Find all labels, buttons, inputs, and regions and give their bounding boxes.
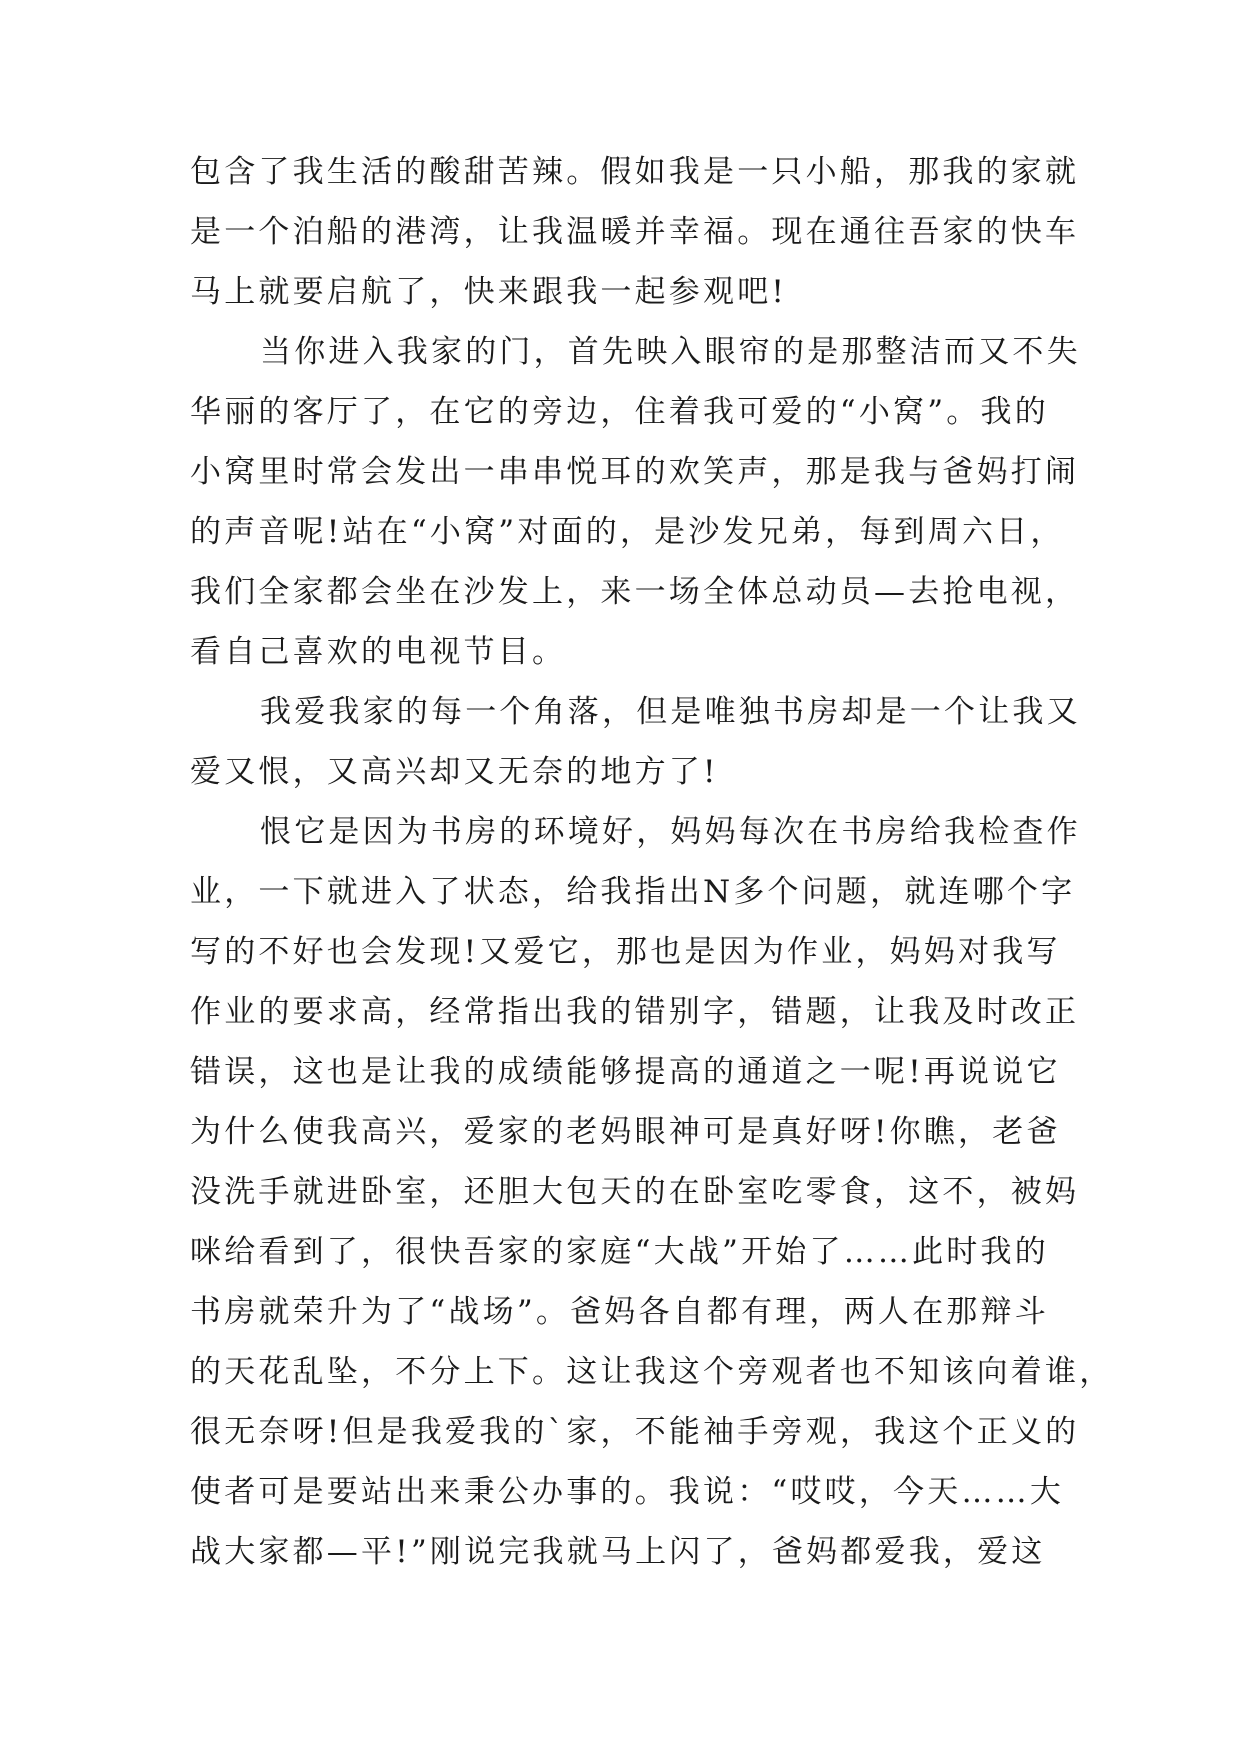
paragraph-first-line: 我爱我家的每一个角落，但是唯独书房却是一个让我又 bbox=[260, 694, 1081, 730]
text-line: 作业的要求高，经常指出我的错别字，错题，让我及时改正 bbox=[190, 994, 1080, 1030]
text-line: 咪给看到了，很快吾家的家庭“大战”开始了……此时我的 bbox=[190, 1234, 1049, 1270]
text-line: 的天花乱坠，不分上下。这让我这个旁观者也不知该向着谁， bbox=[190, 1354, 1114, 1390]
text-line: 是一个泊船的港湾，让我温暖并幸福。现在通往吾家的快车 bbox=[190, 214, 1080, 250]
text-line: 业，一下就进入了状态，给我指出N多个问题，就连哪个字 bbox=[190, 874, 1076, 910]
text-line: 小窝里时常会发出一串串悦耳的欢笑声，那是我与爸妈打闹 bbox=[190, 454, 1080, 490]
text-line: 没洗手就进卧室，还胆大包天的在卧室吃零食，这不，被妈 bbox=[190, 1174, 1080, 1210]
text-line: 的声音呢!站在“小窝”对面的，是沙发兄弟，每到周六日， bbox=[190, 514, 1065, 550]
text-line: 看自己喜欢的电视节目。 bbox=[190, 634, 567, 670]
text-line: 错误，这也是让我的成绩能够提高的通道之一呢!再说说它 bbox=[190, 1054, 1061, 1090]
text-line: 写的不好也会发现!又爱它，那也是因为作业，妈妈对我写 bbox=[190, 934, 1061, 970]
text-line: 华丽的客厅了，在它的旁边，住着我可爱的“小窝”。我的 bbox=[190, 394, 1049, 430]
text-line: 马上就要启航了，快来跟我一起参观吧! bbox=[190, 274, 788, 310]
text-line: 我们全家都会坐在沙发上，来一场全体总动员—去抢电视， bbox=[190, 574, 1080, 610]
text-line: 使者可是要站出来秉公办事的。我说：“哎哎，今天……大 bbox=[190, 1474, 1065, 1510]
text-line: 书房就荣升为了“战场”。爸妈各自都有理，两人在那辩斗 bbox=[190, 1294, 1049, 1330]
text-line: 战大家都—平!”刚说完我就马上闪了，爸妈都爱我，爱这 bbox=[190, 1534, 1046, 1570]
paragraph-first-line: 恨它是因为书房的环境好，妈妈每次在书房给我检查作 bbox=[260, 814, 1081, 850]
paragraph-first-line: 当你进入我家的门，首先映入眼帘的是那整洁而又不失 bbox=[260, 334, 1081, 370]
text-line: 包含了我生活的酸甜苦辣。假如我是一只小船，那我的家就 bbox=[190, 154, 1080, 190]
text-line: 爱又恨，又高兴却又无奈的地方了! bbox=[190, 754, 719, 790]
text-line: 很无奈呀!但是我爱我的`家，不能袖手旁观，我这个正义的 bbox=[190, 1414, 1080, 1450]
text-line: 为什么使我高兴，爱家的老妈眼神可是真好呀!你瞧，老爸 bbox=[190, 1114, 1061, 1150]
